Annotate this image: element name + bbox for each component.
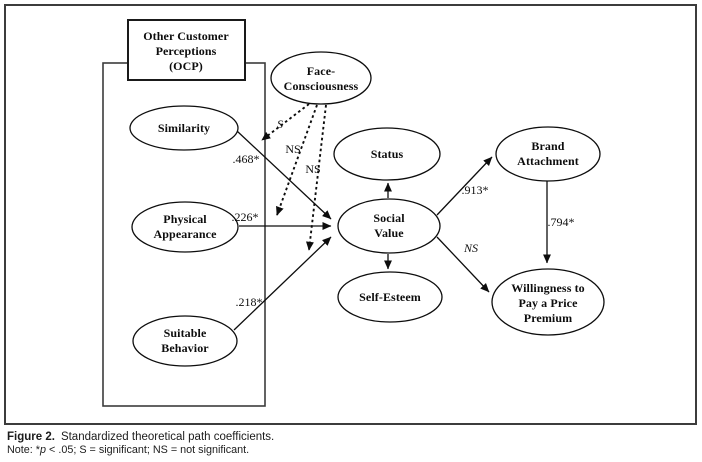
coef-face-physical: NS — [285, 142, 301, 156]
willingness-label-line1: Willingness to — [511, 281, 585, 295]
social-label-line1: Social — [373, 211, 405, 225]
ocp-label-line3: (OCP) — [169, 59, 203, 73]
caption-title — [7, 430, 274, 444]
ocp-label-line2: Perceptions — [155, 44, 217, 58]
figure-caption — [7, 430, 274, 457]
status-label: Status — [370, 147, 404, 161]
suitable-label-line2: Behavior — [161, 341, 209, 355]
brand-label-line2: Attachment — [517, 154, 579, 168]
face-label-line2: Consciousness — [283, 79, 359, 93]
moderation-paths — [262, 104, 326, 250]
self-esteem-label: Self-Esteem — [359, 290, 421, 304]
edge-face-physicalpath — [277, 105, 317, 215]
coef-physical-social: .226* — [231, 210, 259, 224]
suitable-label-line1: Suitable — [163, 326, 207, 340]
willingness-label-line3: Premium — [523, 311, 573, 325]
caption-note-prefix: Note: * — [7, 444, 41, 456]
caption-text: Standardized theoretical path coefficients. — [60, 431, 275, 443]
edge-face-similaritypath — [262, 104, 309, 140]
brand-label-line1: Brand — [531, 139, 565, 153]
coef-suitable-social: .218* — [235, 295, 263, 309]
caption-note-p: p — [40, 444, 47, 456]
face-label-line1: Face- — [306, 64, 336, 78]
social-label-line2: Value — [374, 226, 404, 240]
coef-brand-willingness: .794* — [547, 215, 575, 229]
willingness-label-line2: Pay a Price — [518, 296, 578, 310]
coef-social-brand: .913* — [461, 183, 489, 197]
caption-figure-number: Figure 2. — [7, 431, 55, 443]
physical-label-line1: Physical — [163, 212, 207, 226]
coef-face-suitable: NS — [305, 162, 321, 176]
face-consciousness-ellipse — [271, 52, 371, 104]
coef-similarity-social: .468* — [232, 152, 260, 166]
caption-note — [7, 444, 274, 457]
coef-face-similarity: S — [277, 117, 283, 131]
coef-social-willingness: NS — [463, 241, 479, 255]
ocp-label-line1: Other Customer — [143, 29, 229, 43]
edge-face-suitablepath — [309, 105, 326, 250]
physical-label-line2: Appearance — [153, 227, 217, 241]
caption-note-rest: < .05; S = significant; NS = not significant. — [46, 444, 250, 456]
similarity-label: Similarity — [157, 121, 211, 135]
node-ocp — [128, 20, 245, 80]
edge-suitable-social — [234, 237, 331, 330]
